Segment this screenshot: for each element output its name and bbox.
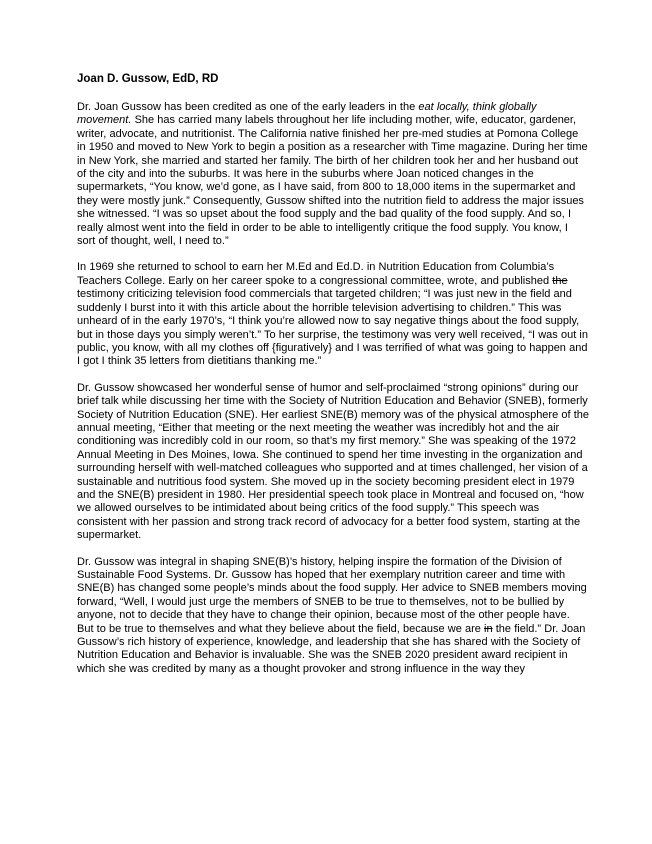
text-run: testimony criticizing television food commercials that targeted children; “I was just new in the field and suddenly I burst into it with this article about the horrible television advertising to children.” This was unheard of in the early 1970’s, “I think you’re allowed now to say negative things about the food supply, but in those days you simply weren’t.” To her surprise, the testimony was very well received, “I was out in public, you know, with all my clothes off {figuratively} and I was terrified of what was going to happen and I got I think 35 letters from dietitians thanking me.” <box>77 288 588 368</box>
paragraph <box>77 261 589 368</box>
document-body <box>77 101 589 676</box>
paragraph <box>77 556 589 677</box>
text-run: In 1969 she returned to school to earn her M.Ed and Ed.D. in Nutrition Education from Columbia’s Teachers College. Early on her career spoke to a congressional committee, wrote, and published <box>77 261 555 287</box>
text-run: Dr. Gussow showcased her wonderful sense of humor and self-proclaimed “strong opinions” during our brief talk while discussing her time with the Society of Nutrition Education and Behavior (SNEB), formerly Society of Nutrition Education (SNE). Her earliest SNE(B) memory was of the physical atmosphere of the annual meeting, “Either that meeting or the next meeting the weather was incredibly hot and the air conditioning was incredibly cold in our room, so that’s my first memory.” She was speaking of the 1972 Annual Meeting in Des Moines, Iowa. She continued to spend her time investing in the organization and surrounding herself with well-matched colleagues who supported and at times challenged, her vision of a sustainable and nutritious food system. She moved up in the society becoming president elect in 1979 and the SNE(B) president in 1980. Her presidential speech took place in Montreal and focused on, “how we allowed ourselves to be intimidated about being critics of the food supply.” This speech was consistent with her passion and strong track record of advocacy for a better food system, starting at the supermarket. <box>77 381 589 542</box>
text-run: in <box>484 622 493 635</box>
text-run: Dr. Gussow was integral in shaping SNE(B)’s history, helping inspire the formation of the Division of Sustainable Food Systems. Dr. Gussow has hoped that her exemplary nutrition career and time with SNE(B) has changed some people’s minds about the food supply. Her advice to SNEB members moving forward, “Well, I would just urge the members of SNEB to be true to themselves, not to be bullied by anyone, not to decide that they have to change their opinion, because most of the other people have. But to be true to themselves and what they believe about the field, because we are <box>77 555 587 635</box>
text-run: the <box>552 274 568 287</box>
text-run: She has carried many labels throughout her life including mother, wife, educator, gardener, writer, advocate, and nutritionist. The California native finished her pre-med studies at Pomona College in 1950 and moved to New York to begin a position as a researcher with Time magazine. During her time in New York, she married and started her family. The birth of her children took her and her husband out of the city and into the suburbs. It was here in the suburbs where Joan noticed changes in the supermarkets, “You know, we’d gone, as I have said, from 800 to 18,000 items in the supermarket and they were mostly junk.” Consequently, Gussow shifted into the nutrition field to address the major issues she witnessed. “I was so upset about the food supply and the bad quality of the food supply. And so, I really almost went into the field in order to be able to intelligently critique the food supply. You know, I sort of thought, well, I need to.” <box>77 114 588 248</box>
paragraph <box>77 382 589 543</box>
text-run: the field.” Dr. Joan Gussow’s rich history of experience, knowledge, and leadership that she has shared with the Society of Nutrition Education and Behavior is invaluable. She was the SNEB 2020 president award recipient in which she was credited by many as a thought provoker and strong influence in the way they <box>77 622 586 675</box>
paragraph <box>77 101 589 248</box>
text-run: Dr. Joan Gussow has been credited as one of the early leaders in the <box>77 101 419 113</box>
document-title: Joan D. Gussow, EdD, RD <box>77 73 219 85</box>
text-run: eat locally, think globally movement. <box>77 101 537 127</box>
